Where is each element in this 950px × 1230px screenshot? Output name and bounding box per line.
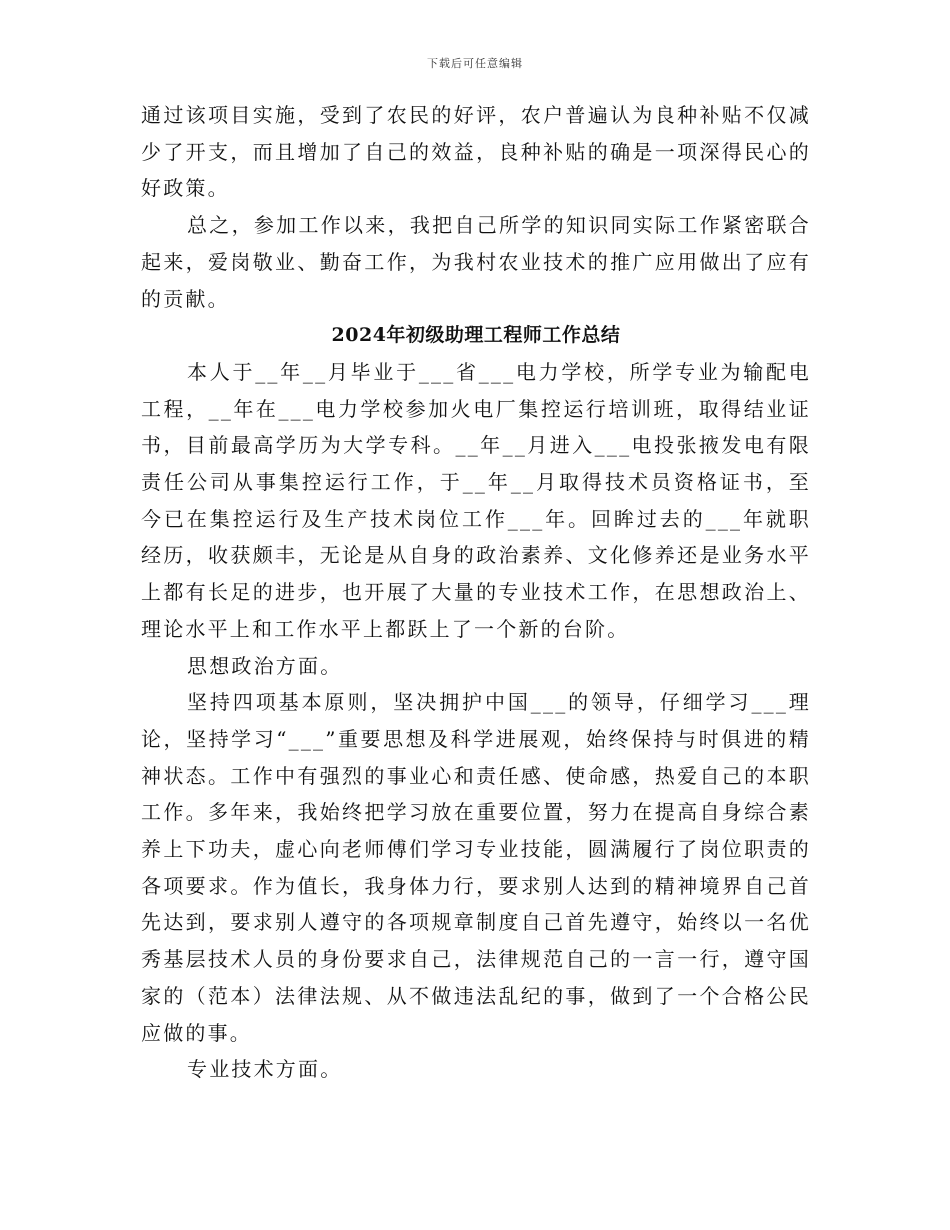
- paragraph-political: 坚持四项基本原则，坚决拥护中国___的领导，仔细学习___理论，坚持学习“___”重要思想及科学进展观，始终保持与时俱进的精神状态。工作中有强烈的事业心和责任感、使命感，热爱自己的本职工作。多年来，我始终把学习放在重要位置，努力在提高自身综合素养上下功夫，虚心向老师傅们学习专业技能，圆满履行了岗位职责的各项要求。作为值长，我身体力行，要求别人达到的精神境界自己首先达到，要求别人遵守的各项规章制度自己首先遵守，始终以一名优秀基层技术人员的身份要求自己，法律规范自己的一言一行，遵守国家的（范本）法律法规、从不做违法乱纪的事，做到了一个合格公民应做的事。: [141, 690, 811, 1045]
- section-heading-technical: 专业技术方面。: [187, 1057, 343, 1082]
- paragraph-subsidy-feedback: 通过该项目实施，受到了农民的好评，农户普遍认为良种补贴不仅减少了开支，而且增加了自己的效益，良种补贴的确是一项深得民心的好政策。: [141, 103, 811, 201]
- document-body: [141, 97, 811, 1088]
- paragraph-summary: 总之，参加工作以来，我把自己所学的知识同实际工作紧密联合起来，爱岗敬业、勤奋工作，为我村农业技术的推广应用做出了应有的贡献。: [141, 213, 811, 311]
- page-header-note: 下载后可任意编辑: [427, 57, 523, 70]
- document-title: 2024年初级助理工程师工作总结: [331, 324, 621, 347]
- section-heading-political: 思想政治方面。: [187, 653, 343, 678]
- paragraph-background: 本人于__年__月毕业于___省___电力学校，所学专业为输配电工程，__年在___电力学校参加火电厂集控运行培训班，取得结业证书，目前最高学历为大学专科。__年__月进入___电投张掖发电有限责任公司从事集控运行工作，于__年__月取得技术员资格证书，至今已在集控运行及生产技术岗位工作___年。回眸过去的___年就职经历，收获颇丰，无论是从自身的政治素养、文化修养还是业务水平上都有长足的进步，也开展了大量的专业技术工作，在思想政治上、理论水平上和工作水平上都跃上了一个新的台阶。: [141, 359, 811, 641]
